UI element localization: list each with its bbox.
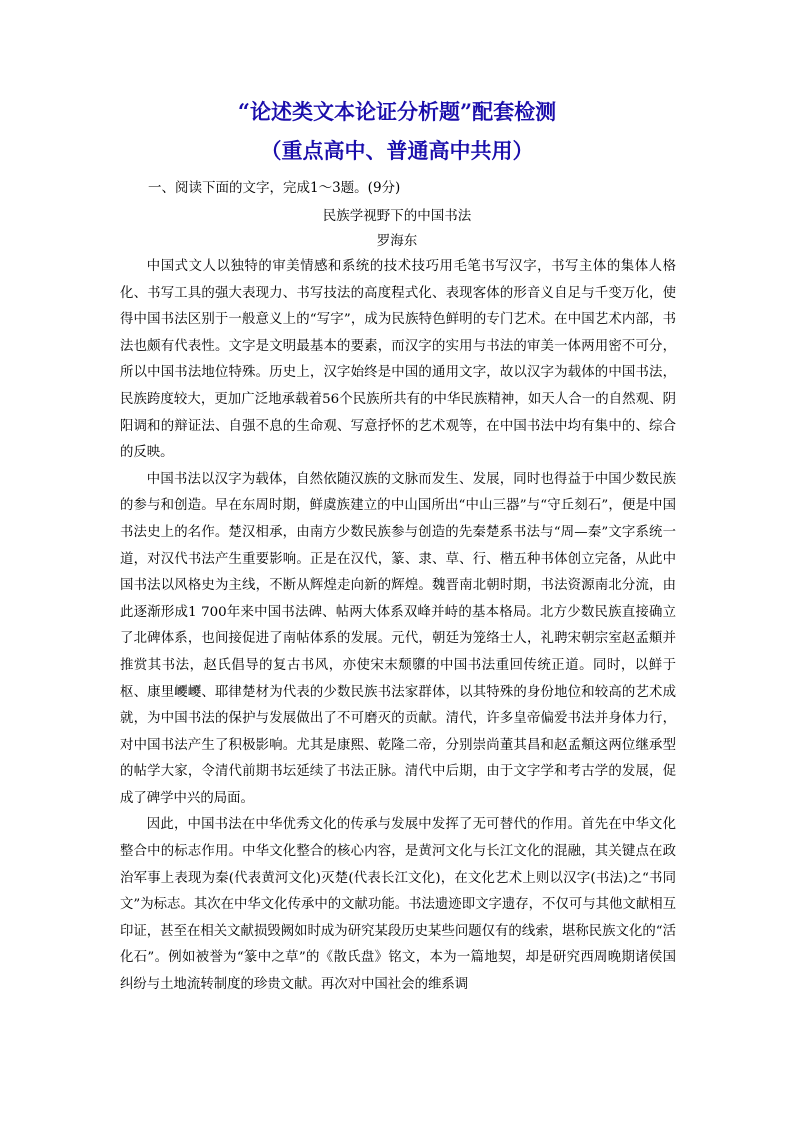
article-body	[120, 254, 676, 999]
article-heading: 民族学视野下的中国书法	[322, 208, 472, 224]
article-paragraph: 因此，中国书法在中华优秀文化的传承与发展中发挥了无可替代的作用。首先在中华文化整合中的标志作用。中华文化整合的核心内容，是黄河文化与长江文化的混融，其关键点在政治军事上表现为秦(代表黄河文化)灭楚(代表长江文化)，在文化艺术上则以汉字(书法)之“书同文”为标志。其次在中华文化传承中的文献功能。书法遗迹即文字遗存，不仅可与其他文献相互印证，甚至在相关文献损毁阙如时成为研究某段历史某些问题仅有的线索，堪称民族文化的“活化石”。例如被誉为“篆中之草”的《散氏盘》铭文，本为一篇地契，却是研究西周晚期诸侯国纠纷与土地流转制度的珍贵文献。再次对中国社会的维系调	[120, 817, 676, 993]
article-paragraph: 中国书法以汉字为载体，自然依随汉族的文脉而发生、发展，同时也得益于中国少数民族的参与和创造。早在东周时期，鲜虞族建立的中山国所出“中山三器”与“守丘刻石”，便是中国书法史上的名作。楚汉相承，由南方少数民族参与创造的先秦楚系书法与“周—秦”文字系统一道，对汉代书法产生重要影响。正是在汉代，篆、隶、草、行、楷五种书体创立完备，从此中国书法以风格史为主线，不断从辉煌走向新的辉煌。魏晋南北朝时期，书法资源南北分流，由此逐渐形成1 700年来中国书法碑、帖两大体系双峰并峙的基本格局。北方少数民族直接确立了北碑体系，也间接促进了南帖体系的发展。元代，朝廷为笼络士人，礼聘宋朝宗室赵孟頫并推赏其书法，赵氏倡导的复古书风，亦使宋末颓隳的中国书法重回传统正道。同时，以鲜于枢、康里巎巎、耶律楚材为代表的少数民族书法家群体，以其特殊的身份地位和较高的艺术成就，为中国书法的保护与发展做出了不可磨灭的贡献。清代，许多皇帝偏爱书法并身体力行，对中国书法产生了积极影响。尤其是康熙、乾隆二帝，分别崇尚董其昌和赵孟頫这两位继承型的帖学大家，令清代前期书坛延续了书法正脉。清代中后期，由于文字学和考古学的发展，促成了碑学中兴的局面。	[120, 471, 676, 806]
document-title: “论述类文本论证分析题”配套检测	[237, 99, 557, 124]
article-paragraph: 中国式文人以独特的审美情感和系统的技术技巧用毛笔书写汉字，书写主体的集体人格化、书写工具的强大表现力、书写技法的高度程式化、表现客体的形音义自足与千变万化，使得中国书法区别于一般意义上的“写字”，成为民族特色鲜明的专门艺术。在中国艺术内部，书法也颇有代表性。文字是文明最基本的要素，而汉字的实用与书法的审美一体两用密不可分，所以中国书法地位特殊。历史上，汉字始终是中国的通用文字，故以汉字为载体的中国书法，民族跨度较大，更加广泛地承载着56个民族所共有的中华民族精神，如天人合一的自然观、阴阳调和的辩证法、自强不息的生命观、写意抒怀的艺术观等，在中国书法中均有集中的、综合的反映。	[120, 259, 676, 461]
document-subtitle: （重点高中、普通高中共用）	[260, 138, 534, 163]
question-instruction: 一、阅读下面的文字，完成1～3题。(9分)	[148, 180, 401, 196]
article-author: 罗海东	[376, 233, 418, 249]
